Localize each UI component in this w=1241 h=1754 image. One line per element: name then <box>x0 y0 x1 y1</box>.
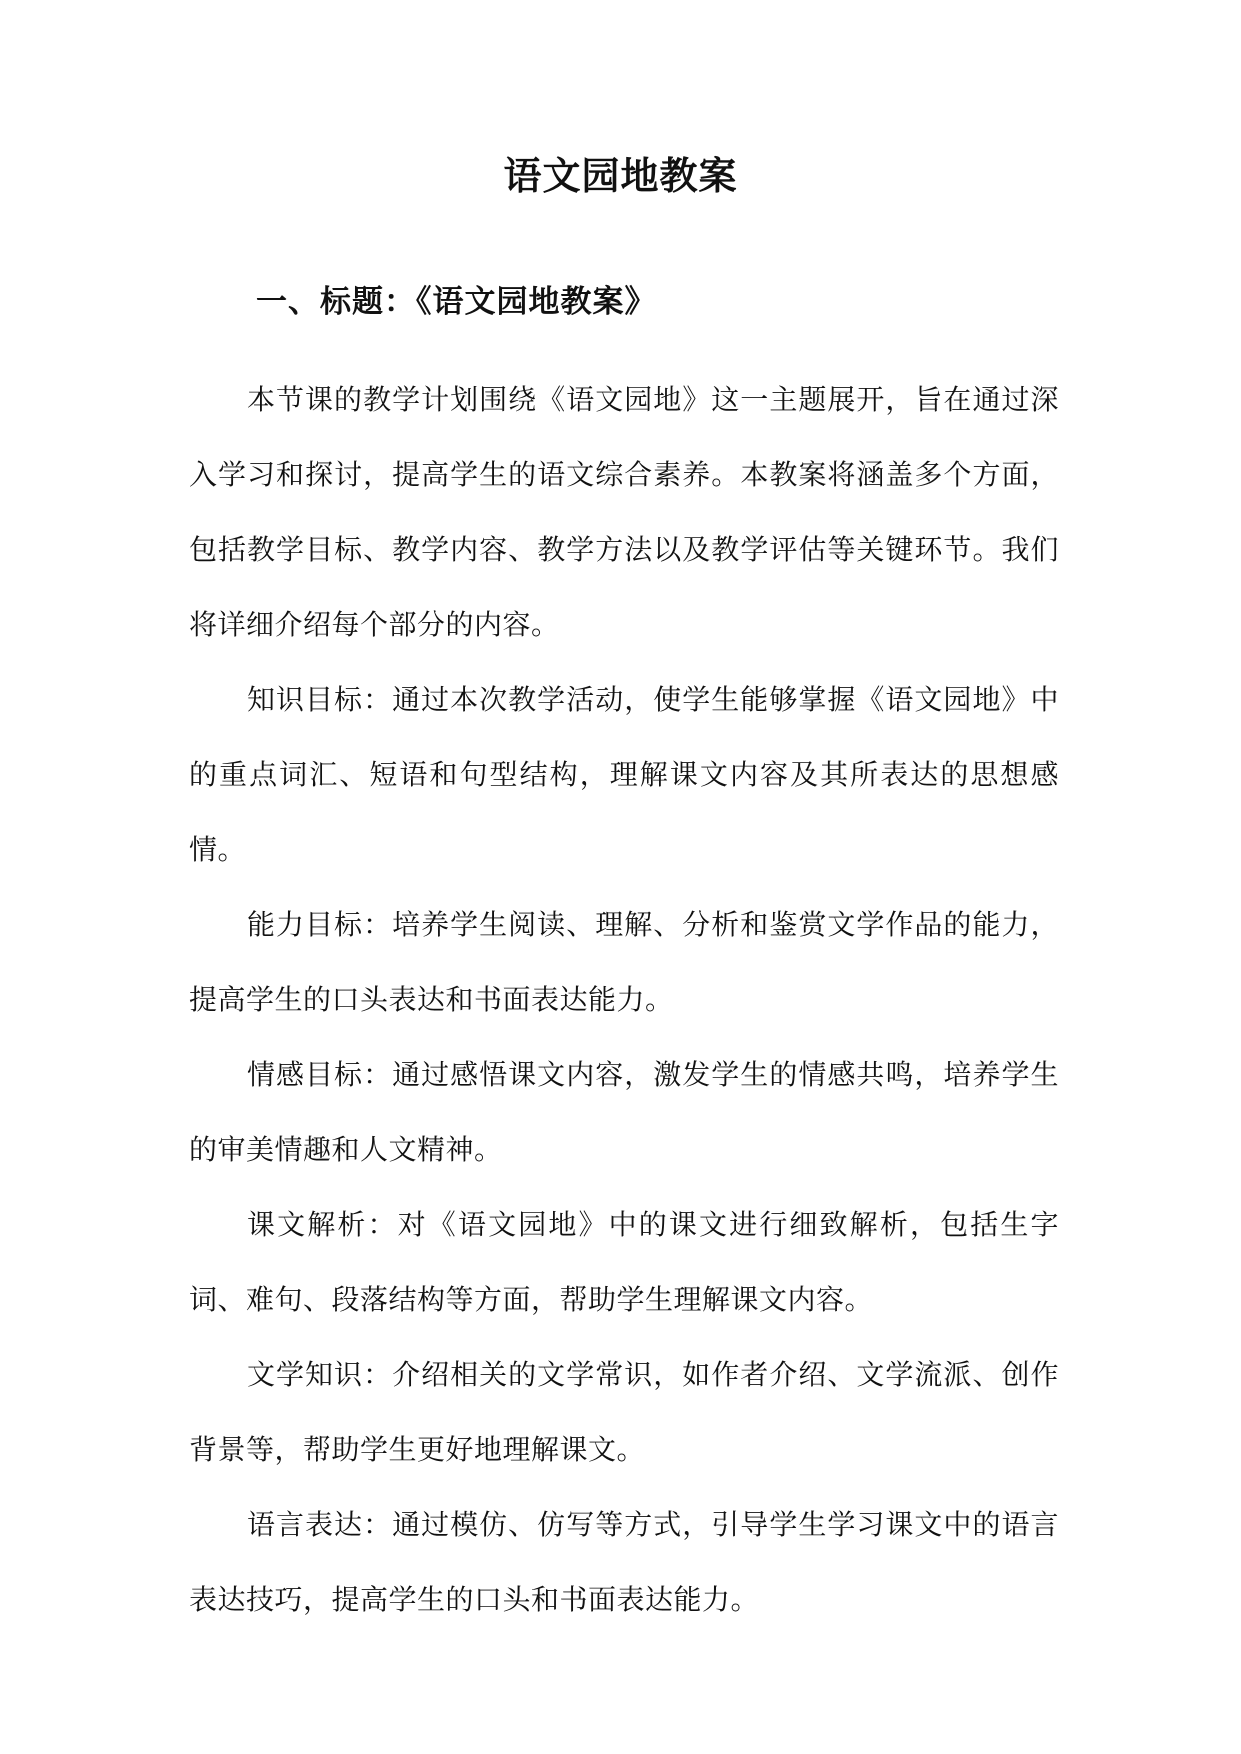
paragraph-literary-knowledge: 文学知识：介绍相关的文学常识，如作者介绍、文学流派、创作背景等，帮助学生更好地理解课文。 <box>189 1358 1059 1466</box>
paragraph-ability-goal: 能力目标：培养学生阅读、理解、分析和鉴赏文学作品的能力，提高学生的口头表达和书面表达能力。 <box>189 908 1059 1016</box>
document-body <box>189 362 1059 1637</box>
paragraph-knowledge-goal: 知识目标：通过本次教学活动，使学生能够掌握《语文园地》中的重点词汇、短语和句型结构，理解课文内容及其所表达的思想感情。 <box>189 683 1059 866</box>
paragraph-emotion-goal: 情感目标：通过感悟课文内容，激发学生的情感共鸣，培养学生的审美情趣和人文精神。 <box>189 1058 1059 1166</box>
paragraph-intro: 本节课的教学计划围绕《语文园地》这一主题展开，旨在通过深入学习和探讨，提高学生的语文综合素养。本教案将涵盖多个方面，包括教学目标、教学内容、教学方法以及教学评估等关键环节。我们将详细介绍每个部分的内容。 <box>189 383 1059 641</box>
paragraph-text-analysis: 课文解析：对《语文园地》中的课文进行细致解析，包括生字词、难句、段落结构等方面，帮助学生理解课文内容。 <box>189 1208 1059 1316</box>
section-heading: 一、标题：《语文园地教案》 <box>256 284 657 320</box>
document-title: 语文园地教案 <box>503 153 738 198</box>
paragraph-language-expression: 语言表达：通过模仿、仿写等方式，引导学生学习课文中的语言表达技巧，提高学生的口头和书面表达能力。 <box>189 1508 1059 1616</box>
